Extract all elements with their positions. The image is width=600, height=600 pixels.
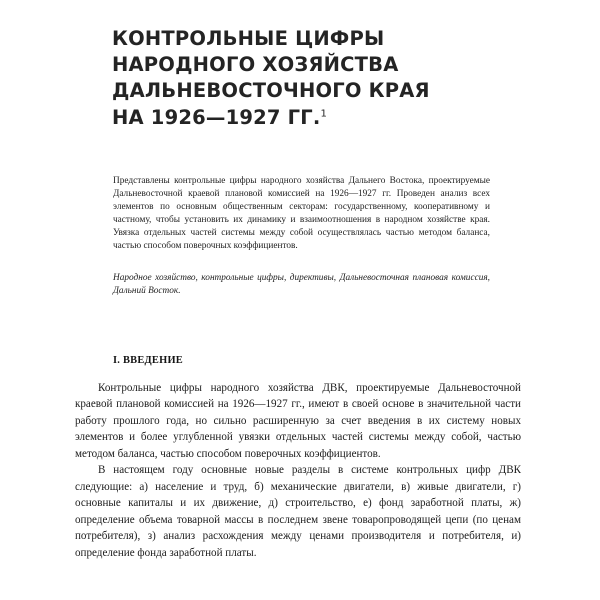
keywords-text: Народное хозяйство, контрольные цифры, директивы, Дальневосточная плановая комиссия, Дальний Восток. [113, 272, 490, 296]
body-paragraph: Контрольные цифры народного хозяйства ДВК, проектируемые Дальневосточной краевой плановой комиссией на 1926—1927 гг., имеют в своей основе в значительной части работу прошлого года, но сильно расширенную за счет введения в их систему новых элементов и более углубленной увязки отдельных частей системы между собой, частью методом баланса, частью способом поверочных коэффициентов. [75, 382, 521, 460]
body-column [75, 380, 521, 561]
page-title [112, 26, 512, 131]
abstract-block [113, 175, 490, 298]
footnote-marker: 1 [320, 108, 327, 120]
abstract-text: Представлены контрольные цифры народного хозяйства Дальнего Востока, проектируемые Дальневосточной краевой плановой комиссией на 1926—1927 гг. Проведен анализ всех элементов по основным общественным секторам: государственному, кооперативному и частному, чтобы установить их динамику и взаимоотношения в народном хозяйстве края. Увязка отдельных частей системы между собой осуществлялась частью методом баланса, частью способом поверочных коэффициентов. [113, 176, 490, 252]
title-line-3: ДАЛЬНЕВОСТОЧНОГО КРАЯ [112, 79, 430, 103]
title-line-1: КОНТРОЛЬНЫЕ ЦИФРЫ [112, 27, 385, 50]
title-line-4-text: НА 1926—1927 ГГ. [112, 105, 321, 129]
title-line-4 [112, 105, 512, 131]
title-line-2: НАРОДНОГО ХОЗЯЙСТВА [112, 53, 399, 77]
section-heading-introduction: I. ВВЕДЕНИЕ [113, 355, 183, 366]
body-paragraph: В настоящем году основные новые разделы в системе контрольных цифр ДВК следующие: а) население и труд, б) механические двигатели, в) живые двигатели, г) основные капиталы и их движение, д) строительство, е) фонд заработной платы, ж) определение объема товарной массы в последнем звене товаропроводящей цепи (по ценам потребителя), з) анализ расхождения между ценами производителя и потребителя, и) определение фонда заработной платы. [75, 464, 521, 559]
